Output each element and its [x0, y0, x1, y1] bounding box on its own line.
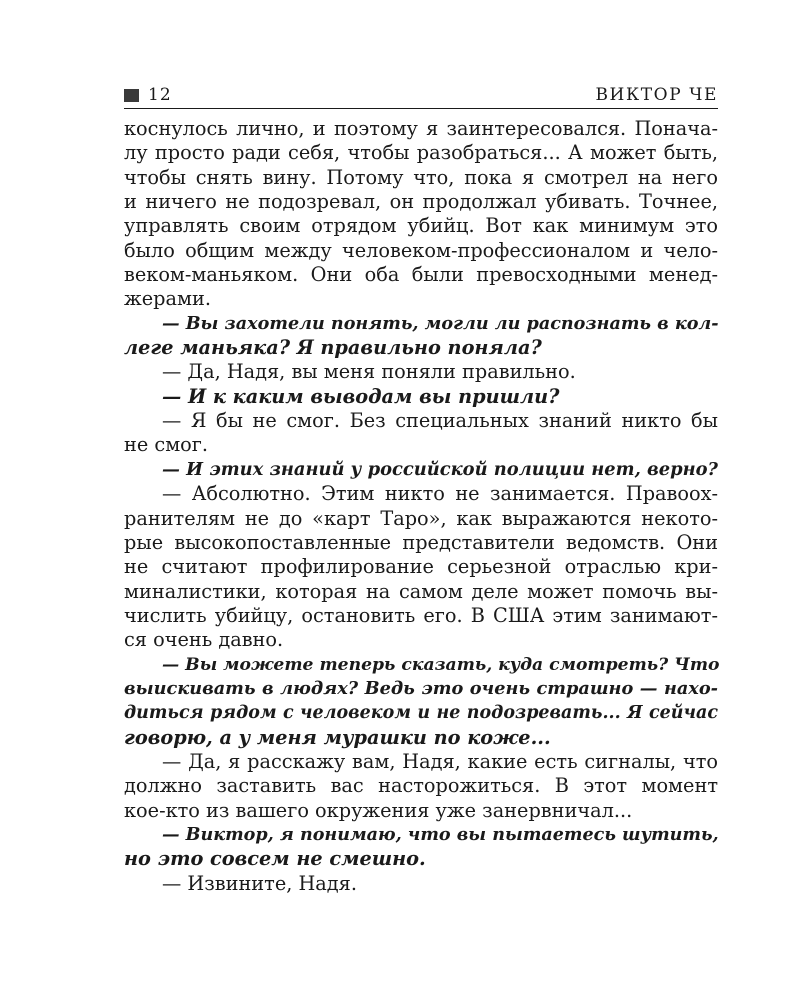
- text-line: было общим между человеком-профессионалом и чело-: [124, 238, 718, 262]
- text-line: — Да, Надя, вы меня поняли правильно.: [162, 360, 576, 384]
- text-line: — Абсолютно. Этим никто не занимается. Правоох-: [162, 482, 718, 506]
- text-line: — Я бы не смог. Без специальных знаний никто бы: [162, 409, 718, 433]
- text-line-question: — Вы можете теперь сказать, куда смотреть? Что: [162, 654, 720, 675]
- text-line: миналистики, которая на самом деле может помочь вы-: [124, 579, 718, 603]
- text-line-question: но это совсем не смешно.: [124, 847, 426, 871]
- text-line: числить убийцу, остановить его. В США этим занимают-: [124, 603, 718, 627]
- page-header: [124, 84, 718, 106]
- text-line: веком-маньяком. Они оба были превосходными менед-: [124, 263, 718, 287]
- text-line: и ничего не подозревал, он продолжал убивать. Точнее,: [124, 190, 718, 214]
- text-line-question: — Виктор, я понимаю, что вы пытаетесь шутить,: [162, 824, 719, 845]
- text-line: чтобы снять вину. Потому что, пока я смотрел на него: [124, 165, 718, 189]
- text-line: — Извините, Надя.: [162, 871, 357, 895]
- text-line: ся очень давно.: [124, 628, 284, 652]
- text-line-question: выискивать в людях? Ведь это очень страшно — нахо-: [124, 677, 718, 699]
- header-rule: [124, 108, 718, 109]
- header-square-marker: [124, 89, 139, 102]
- text-line-question: леге маньяка? Я правильно поняла?: [124, 336, 542, 360]
- text-line-question: диться рядом с человеком и не подозревать... Я сейчас: [124, 703, 718, 724]
- body-text: [124, 117, 718, 896]
- text-line: коснулось лично, и поэтому я заинтересовался. Понача-: [124, 117, 718, 140]
- text-line: управлять своим отрядом убийц. Вот как минимум это: [124, 214, 718, 238]
- text-line: лу просто ради себя, чтобы разобраться... А может быть,: [124, 141, 718, 165]
- page-number: 12: [148, 85, 172, 105]
- text-line: — Да, я расскажу вам, Надя, какие есть сигналы, что: [162, 749, 718, 773]
- text-line-question: — И к каким выводам вы пришли?: [162, 384, 560, 408]
- text-line: кое-кто из вашего окружения уже занервничал...: [124, 798, 633, 822]
- text-line-question: — Вы захотели понять, могли ли распознать в кол-: [162, 312, 719, 334]
- text-line: не смог.: [124, 433, 209, 457]
- running-title: ВИКТОР ЧЕ: [595, 85, 718, 105]
- text-line-question: — И этих знаний у российской полиции нет, верно?: [162, 458, 718, 480]
- text-line: не считают профилирование серьезной отраслью кри-: [124, 555, 718, 579]
- text-line: должно заставить вас насторожиться. В этот момент: [124, 774, 718, 798]
- text-line: ранителям не до «карт Таро», как выражаются некото-: [124, 506, 718, 530]
- text-line: рые высокопоставленные представители ведомств. Они: [124, 530, 718, 554]
- text-line-question: говорю, а у меня мурашки по коже...: [124, 725, 551, 749]
- text-line: жерами.: [124, 287, 211, 311]
